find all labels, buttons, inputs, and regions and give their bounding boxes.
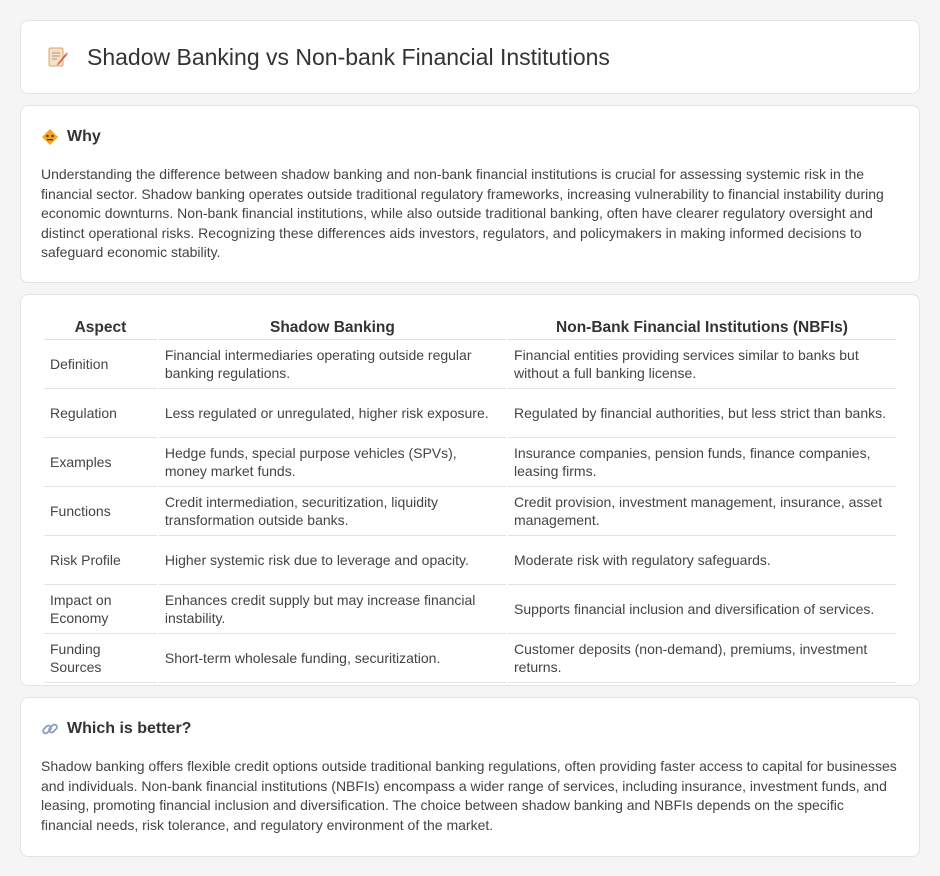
comparison-section: [20, 294, 920, 686]
comparison-table: [42, 317, 898, 683]
document-pencil-icon: [47, 45, 69, 69]
why-text: Understanding the difference between shadow banking and non-bank financial institutions is crucial for assessing systemic risk in the financial sector. Shadow banking operates outside traditional regulatory frameworks, increasing vulnerability to financial instability during economic downturns. Non-bank financial institutions, while also outside traditional banking, often have clearer regulatory oversight and distinct operational risks. Recognizing these differences aids investors, regulators, and policymakers in making informed decisions to safeguard economic stability.: [41, 166, 884, 260]
shadow-cell: Hedge funds, special purpose vehicles (SPVs), money market funds.: [159, 438, 506, 487]
better-heading: [41, 720, 899, 738]
why-heading: [41, 128, 899, 146]
shadow-cell: Enhances credit supply but may increase financial instability.: [159, 585, 506, 634]
aspect-cell: Definition: [44, 340, 157, 389]
nbfi-cell: Regulated by financial authorities, but less strict than banks.: [508, 389, 896, 438]
nbfi-cell: Moderate risk with regulatory safeguards.: [508, 536, 896, 585]
aspect-cell: Risk Profile: [44, 536, 157, 585]
header-card: [20, 20, 920, 94]
table-row: [44, 585, 896, 634]
nbfi-cell: Customer deposits (non-demand), premiums, investment returns.: [508, 634, 896, 683]
table-header-row: [44, 317, 896, 340]
nbfi-cell: Financial entities providing services similar to banks but without a full banking license.: [508, 340, 896, 389]
which-better-section: [20, 697, 920, 857]
why-title: Why: [67, 128, 101, 145]
page-title: Shadow Banking vs Non-bank Financial Institutions: [87, 43, 610, 70]
table-row: [44, 438, 896, 487]
aspect-cell: Functions: [44, 487, 157, 536]
table-row: [44, 487, 896, 536]
nbfi-cell: Insurance companies, pension funds, finance companies, leasing firms.: [508, 438, 896, 487]
nbfi-cell: Supports financial inclusion and diversification of services.: [508, 585, 896, 634]
aspect-cell: Funding Sources: [44, 634, 157, 683]
table-row: [44, 340, 896, 389]
header-aspect: Aspect: [44, 317, 157, 340]
shadow-cell: Short-term wholesale funding, securitization.: [159, 634, 506, 683]
table-row: [44, 536, 896, 585]
shadow-cell: Credit intermediation, securitization, liquidity transformation outside banks.: [159, 487, 506, 536]
better-title: Which is better?: [67, 720, 192, 737]
aspect-cell: Impact on Economy: [44, 585, 157, 634]
nbfi-cell: Credit provision, investment management, insurance, asset management.: [508, 487, 896, 536]
shadow-cell: Less regulated or unregulated, higher risk exposure.: [159, 389, 506, 438]
table-row: [44, 634, 896, 683]
better-text: Shadow banking offers flexible credit options outside traditional banking regulations, often providing faster access to capital for businesses and individuals. Non-bank financial institutions (NBFIs) encompass a wider range of services, including insurance, investment funds, and leasing, promoting financial inclusion and diversification. The choice between shadow banking and NBFIs depends on the specific financial needs, risk tolerance, and regulatory environment of the market.: [41, 758, 897, 833]
header-nbfis: Non-Bank Financial Institutions (NBFIs): [508, 317, 896, 340]
aspect-cell: Examples: [44, 438, 157, 487]
link-icon: [41, 720, 59, 738]
header-shadow-banking: Shadow Banking: [159, 317, 506, 340]
aspect-cell: Regulation: [44, 389, 157, 438]
why-section: [20, 105, 920, 283]
table-row: [44, 389, 896, 438]
shadow-cell: Financial intermediaries operating outside regular banking regulations.: [159, 340, 506, 389]
diamond-warning-icon: [41, 128, 59, 146]
shadow-cell: Higher systemic risk due to leverage and opacity.: [159, 536, 506, 585]
